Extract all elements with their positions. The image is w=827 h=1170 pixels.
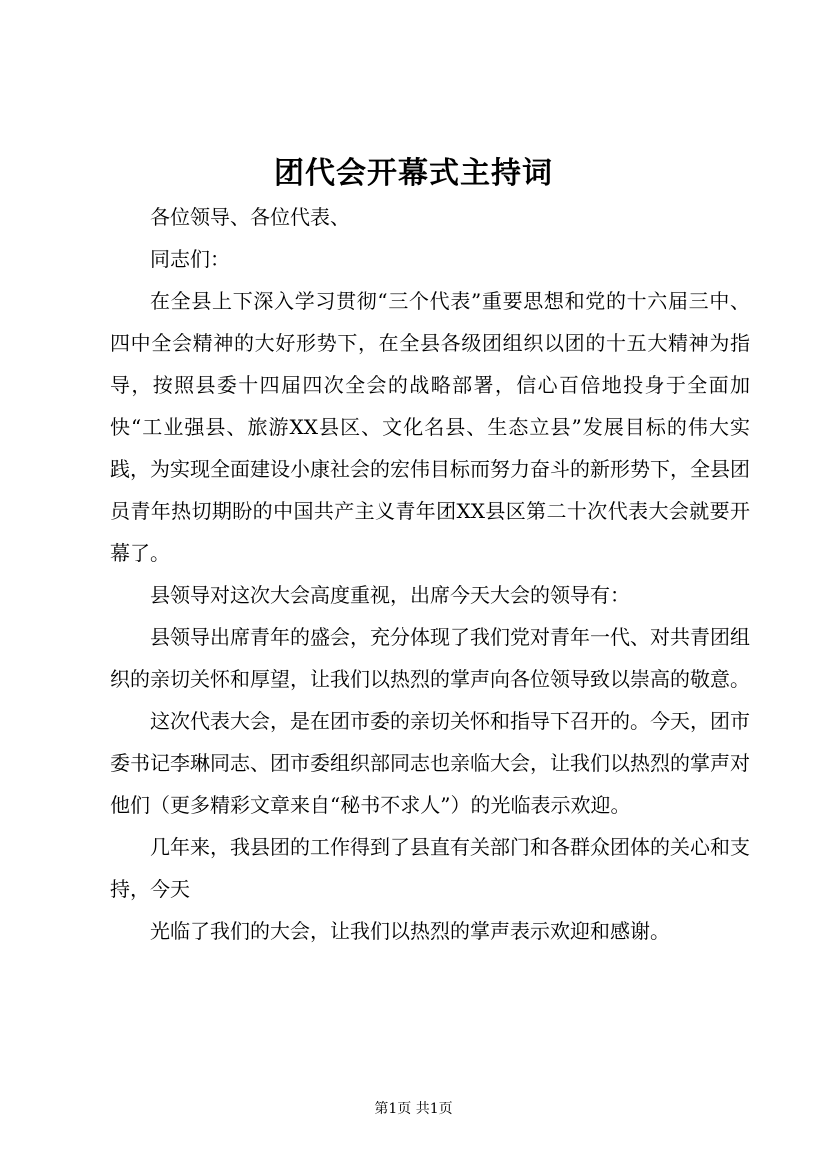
paragraph-welcome: 光临了我们的大会，让我们以热烈的掌声表示欢迎和感谢。 <box>150 919 670 943</box>
paragraph-leaders-present: 县领导对这次大会高度重视，出席今天大会的领导有： <box>150 583 630 607</box>
paragraph-leaders-respect: 县领导出席青年的盛会，充分体现了我们党对青年一代、对共青团组织的亲切关怀和厚望，让我们以热烈的掌声向各位领导致以崇高的敬意。 <box>110 625 750 691</box>
paragraph-opening: 在全县上下深入学习贯彻“三个代表”重要思想和党的十六届三中、四中全会精神的大好形势下，在全县各级团组织以团的十五大精神为指导，按照县委十四届四次全会的战略部署，信心百倍地投身于全面加快“工业强县、旅游XX县区、文化名县、生态立县”发展目标的伟大实践，为实现全面建设小康社会的宏伟目标而努力奋斗的新形势下，全县团员青年热切期盼的中国共产主义青年团XX县区第二十次代表大会就要开幕了。 <box>110 289 750 565</box>
paragraph-salutation-1: 各位领导、各位代表、 <box>150 205 350 229</box>
document-body <box>110 196 750 952</box>
paragraph-salutation-2: 同志们： <box>150 247 230 271</box>
paragraph-city-committee: 这次代表大会，是在团市委的亲切关怀和指导下召开的。今天，团市委书记李琳同志、团市委组织部同志也亲临大会，让我们以热烈的掌声对他们（更多精彩文章来自“秘书不求人”）的光临表示欢迎。 <box>110 709 750 817</box>
paragraph-support: 几年来，我县团的工作得到了县直有关部门和各群众团体的关心和支持，今天 <box>110 835 750 901</box>
document-title: 团代会开幕式主持词 <box>274 156 553 191</box>
page-number-footer: 第1页 共1页 <box>374 1101 453 1117</box>
